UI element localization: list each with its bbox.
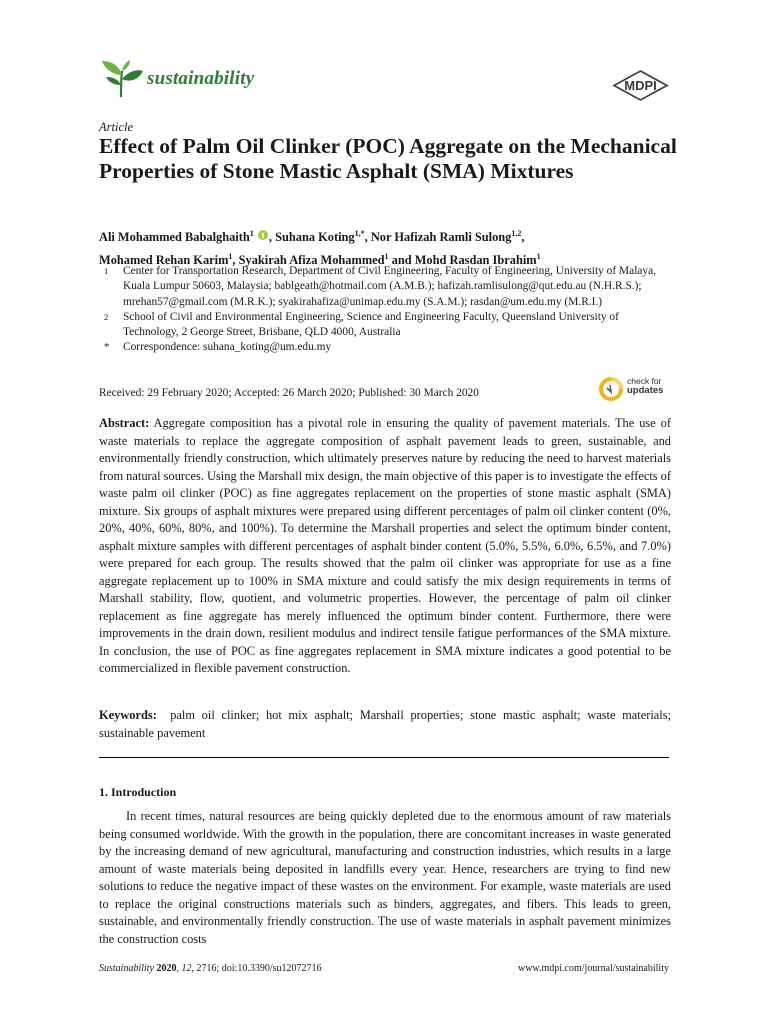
affiliation-item	[99, 264, 671, 310]
abstract-text: Aggregate composition has a pivotal role in ensuring the quality of pavement materials. The use of waste materials to replace the aggregate composition of asphalt pavement leads to green, sustainable, and environmentally friendly construction, which ultimately preserves nature by reducing the need to harvest materials from natural sources. Using the Marshall mix design, the main objective of this paper is to investigate the effects of waste palm oil clinker (POC) as fine aggregates replacement on the properties of stone mastic asphalt (SMA) mixture. Six groups of asphalt mixtures were prepared using different percentages of palm oil clinker content (0%, 20%, 40%, 60%, 80%, and 100%). To determine the Marshall properties and select the optimum binder content, asphalt mixture samples with different percentages of asphalt binder content (5.0%, 5.5%, 6.0%, 6.5%, and 7.0%) were prepared for each group. The results showed that the palm oil clinker was appropriate for use as a fine aggregate replacement up to 100% in SMA mixture and could satisfy the mix design requirements in terms of Marshall stability, flow, quotient, and volumetric properties. However, the percentage of palm oil clinker replacement as fine aggregate has merely influenced the optimum binder content. Furthermore, there were improvements in the drain down, resilient modulus and indirect tensile fatigue performances of the SMA mixture. In conclusion, the use of POC as fine aggregates replacement in SMA mixture indicates a good potential to be commercialized in flexible pavement construction.	[99, 416, 672, 675]
affiliation-mark: 1	[104, 266, 109, 276]
orcid-icon[interactable]	[258, 230, 268, 240]
introduction-paragraph: In recent times, natural resources are being quickly depleted due to the enormous amount of raw materials being consumed worldwide. With the growth in the population, there are concomitant increases in waste generated by the increasing demand of new agricultural, manufacturing and construction industries, which results in a large amount of waste materials being deposited in landfills every year. Hence, researchers are trying to find new solutions to reduce the negative impact of these wastes on the environment. For example, waste materials are used to replace the original constructions materials such as binders, aggregates, and fibers. This leads to green, sustainable, and environmentally friendly construction. The use of waste materials in asphalt pavement minimizes the construction costs	[99, 809, 671, 946]
affiliation-text: School of Civil and Environmental Engineering, Science and Engineering Faculty, Queensland University of Technology, 2 George Street, Brisbane, QLD 4000, Australia	[123, 310, 619, 339]
check-updates-line1: check for	[627, 376, 662, 386]
author-affiliation-mark: 1	[536, 252, 541, 262]
author-affiliation-mark: 1	[384, 252, 389, 262]
check-updates-line2: updates	[627, 385, 664, 396]
author-affiliation-mark: 1,2	[511, 229, 522, 238]
keywords	[99, 707, 671, 742]
affiliation-item	[99, 310, 671, 341]
affiliation-mark: 2	[104, 311, 109, 322]
journal-leaf-logo-icon	[99, 59, 145, 99]
author-name[interactable]: Mohamed Rehan Karim	[99, 253, 229, 268]
author-line-1	[99, 224, 679, 247]
publication-dates: Received: 29 February 2020; Accepted: 26 March 2020; Published: 30 March 2020	[99, 387, 479, 399]
author-name[interactable]: Ali Mohammed Babalghaith	[99, 230, 250, 245]
affiliation-text: Center for Transportation Research, Department of Civil Engineering, Faculty of Engineering, University of Malaya, Kuala Lumpur 50603, Malaysia; bablgeath@hotmail.com (A.M.B.); hafizah.ramlisulong@qut.edu.au (N.H.R.S.); mrehan57@gmail.com (M.R.K.); syakirahafiza@unimap.edu.my (S.A.M.); rasdan@um.edu.my (M.R.I.)	[123, 265, 657, 308]
journal-name: sustainability	[147, 68, 255, 89]
correspondence-text[interactable]: Correspondence: suhana_koting@um.edu.my	[123, 341, 332, 354]
article-title: Effect of Palm Oil Clinker (POC) Aggregate on the Mechanical Properties of Stone Mastic Asphalt (SMA) Mixtures	[99, 134, 677, 183]
author-affiliation-mark: 1	[228, 252, 233, 262]
mdpi-logo-icon	[612, 70, 669, 101]
affiliations	[99, 264, 671, 356]
mdpi-logo-text: MDPI	[624, 78, 657, 93]
citation-footer: Sustainability 2020, 12, 2716; doi:10.3390/su12072716	[99, 963, 322, 974]
section-divider	[99, 757, 669, 758]
author-separator: ,	[521, 230, 525, 245]
article-type: Article	[99, 120, 134, 134]
check-updates-label[interactable]	[627, 377, 663, 395]
correspondence-item	[99, 340, 671, 355]
keywords-text: palm oil clinker; hot mix asphalt; Marshall properties; stone mastic asphalt; waste materials; sustainable pavement	[99, 708, 671, 740]
author-name[interactable]: , Suhana Koting	[268, 230, 355, 245]
footer-volume: 12	[181, 963, 192, 974]
footer-year: 2020	[156, 963, 177, 974]
footer-journal: Sustainability	[99, 963, 154, 974]
author-name[interactable]: , Syakirah Afiza Mohammed	[232, 253, 385, 268]
journal-url-link[interactable]: www.mdpi.com/journal/sustainability	[517, 963, 669, 974]
abstract	[99, 415, 671, 678]
keywords-label: Keywords:	[99, 708, 157, 722]
check-updates-icon	[598, 377, 624, 401]
author-name[interactable]: and Mohd Rasdan Ibrahim	[388, 253, 537, 268]
footer-doi[interactable]: , 2716; doi:10.3390/su12072716	[191, 963, 322, 974]
author-affiliation-mark: 1,*	[354, 229, 365, 238]
author-affiliation-mark: 1	[249, 229, 254, 238]
author-name[interactable]: , Nor Hafizah Ramli Sulong	[364, 230, 512, 245]
affiliation-mark: *	[104, 341, 110, 354]
abstract-label: Abstract:	[99, 416, 150, 430]
section-heading: 1. Introduction	[99, 785, 177, 799]
